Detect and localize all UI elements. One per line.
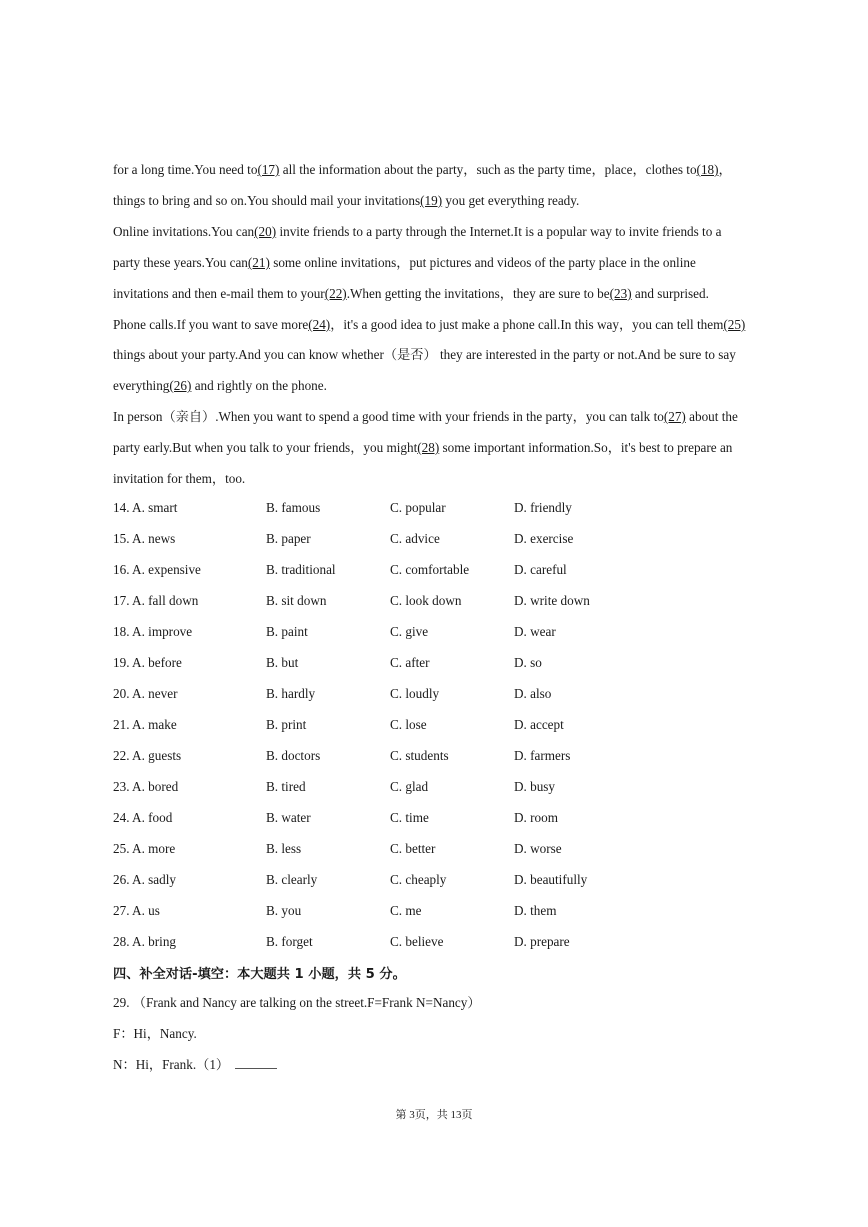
text: N：Hi，Frank.（1） (113, 1057, 230, 1072)
text: some important information.So，it's best to prepare an (439, 440, 733, 455)
passage-line-4 (113, 255, 763, 271)
option-b: B. print (266, 717, 307, 732)
text: .When getting the invitations，they are sure to be (346, 286, 610, 301)
text: invitations and then e-mail them to your (113, 286, 325, 301)
passage-line-6 (113, 317, 763, 333)
text: everything (113, 378, 170, 393)
option-d: D. so (514, 655, 542, 670)
passage-line-2 (113, 193, 763, 209)
passage-line-8 (113, 378, 763, 394)
option-b: B. you (266, 903, 302, 918)
blank-25: (25) (723, 317, 746, 332)
page-footer: 第 3页，共 13页 (395, 1109, 473, 1121)
option-a: 18. A. improve (113, 624, 193, 639)
passage-line-1 (113, 162, 763, 178)
option-b: B. clearly (266, 872, 318, 887)
text: things about your party.And you can know whether（是否） they are interested in the party or not.And be sure to say (113, 347, 736, 362)
option-a: 22. A. guests (113, 748, 182, 763)
option-c: C. popular (390, 500, 446, 515)
option-d: D. accept (514, 717, 564, 732)
option-c: C. time (390, 810, 429, 825)
blank-17: (17) (257, 162, 280, 177)
option-a: 17. A. fall down (113, 593, 199, 608)
option-a: 26. A. sadly (113, 872, 177, 887)
text: and rightly on the phone. (191, 378, 327, 393)
option-b: B. doctors (266, 748, 321, 763)
text: party early.But when you talk to your friends，you might (113, 440, 418, 455)
option-a: 27. A. us (113, 903, 160, 918)
text: party these years.You can (113, 255, 248, 270)
option-b: B. forget (266, 934, 313, 949)
text: things to bring and so on.You should mail your invitations (113, 193, 421, 208)
option-c: C. advice (390, 531, 440, 546)
passage-line-7 (113, 347, 763, 363)
option-c: C. lose (390, 717, 427, 732)
option-d: D. busy (514, 779, 556, 794)
blank-27: (27) (663, 409, 686, 424)
option-a: 20. A. never (113, 686, 178, 701)
option-d: D. exercise (514, 531, 574, 546)
option-d: D. also (514, 686, 552, 701)
option-c: C. students (390, 748, 449, 763)
text: ， (718, 162, 732, 177)
blank-23: (23) (609, 286, 632, 301)
option-b: B. tired (266, 779, 306, 794)
text: Online invitations.You can (113, 224, 255, 239)
option-d: D. write down (514, 593, 590, 608)
passage-line-5 (113, 286, 763, 302)
option-a: 21. A. make (113, 717, 177, 732)
passage-line-11 (113, 471, 763, 487)
option-b: B. water (266, 810, 311, 825)
text: invitation for them，too. (113, 471, 246, 486)
text: all the information about the party，such as the party time，place，clothes to (279, 162, 697, 177)
option-d: D. friendly (514, 500, 572, 515)
option-a: 19. A. before (113, 655, 182, 670)
option-c: C. me (390, 903, 422, 918)
blank-24: (24) (308, 317, 331, 332)
passage-line-9 (113, 409, 763, 425)
text: for a long time.You need to (113, 162, 258, 177)
option-d: D. beautifully (514, 872, 588, 887)
passage-line-10 (113, 440, 763, 456)
option-d: D. room (514, 810, 558, 825)
option-c: C. glad (390, 779, 429, 794)
text: some online invitations，put pictures and videos of the party place in the online (269, 255, 696, 270)
option-c: C. comfortable (390, 562, 470, 577)
text: and surprised. (631, 286, 709, 301)
option-c: C. after (390, 655, 430, 670)
option-b: B. paint (266, 624, 308, 639)
option-b: B. hardly (266, 686, 316, 701)
answer-blank[interactable] (235, 1058, 277, 1069)
option-c: C. believe (390, 934, 444, 949)
passage-line-3 (113, 224, 763, 240)
option-a: 14. A. smart (113, 500, 178, 515)
option-a: 15. A. news (113, 531, 176, 546)
blank-19: (19) (420, 193, 443, 208)
text: ，it's a good idea to just make a phone call.In this way，you can tell them (330, 317, 724, 332)
option-c: C. give (390, 624, 429, 639)
option-d: D. careful (514, 562, 567, 577)
option-b: B. sit down (266, 593, 327, 608)
option-a: 23. A. bored (113, 779, 179, 794)
option-d: D. prepare (514, 934, 570, 949)
option-d: D. wear (514, 624, 556, 639)
text: about the (685, 409, 738, 424)
text: you get everything ready. (442, 193, 580, 208)
option-c: C. look down (390, 593, 462, 608)
dialogue-line-n (113, 1057, 763, 1073)
text: invite friends to a party through the Internet.It is a popular way to invite friends to a (276, 224, 722, 239)
blank-22: (22) (324, 286, 347, 301)
dialogue-line-f: F：Hi，Nancy. (113, 1026, 197, 1041)
option-a: 25. A. more (113, 841, 176, 856)
option-c: C. better (390, 841, 436, 856)
option-b: B. traditional (266, 562, 336, 577)
option-a: 28. A. bring (113, 934, 177, 949)
option-c: C. loudly (390, 686, 440, 701)
option-b: B. famous (266, 500, 321, 515)
option-d: D. them (514, 903, 557, 918)
text: Phone calls.If you want to save more (113, 317, 309, 332)
blank-21: (21) (247, 255, 270, 270)
blank-20: (20) (254, 224, 277, 239)
option-b: B. less (266, 841, 302, 856)
text: In person（亲自）.When you want to spend a good time with your friends in the party，you can talk to (113, 409, 664, 424)
option-a: 16. A. expensive (113, 562, 201, 577)
option-b: B. but (266, 655, 299, 670)
option-d: D. farmers (514, 748, 571, 763)
blank-18: (18) (696, 162, 719, 177)
q29-intro: 29. （Frank and Nancy are talking on the street.F=Frank N=Nancy） (113, 995, 481, 1010)
option-a: 24. A. food (113, 810, 173, 825)
blank-28: (28) (417, 440, 440, 455)
option-d: D. worse (514, 841, 562, 856)
blank-26: (26) (169, 378, 192, 393)
option-b: B. paper (266, 531, 311, 546)
section-heading: 四、补全对话-填空：本大题共 1 小题，共 5 分。 (113, 967, 406, 982)
option-c: C. cheaply (390, 872, 447, 887)
